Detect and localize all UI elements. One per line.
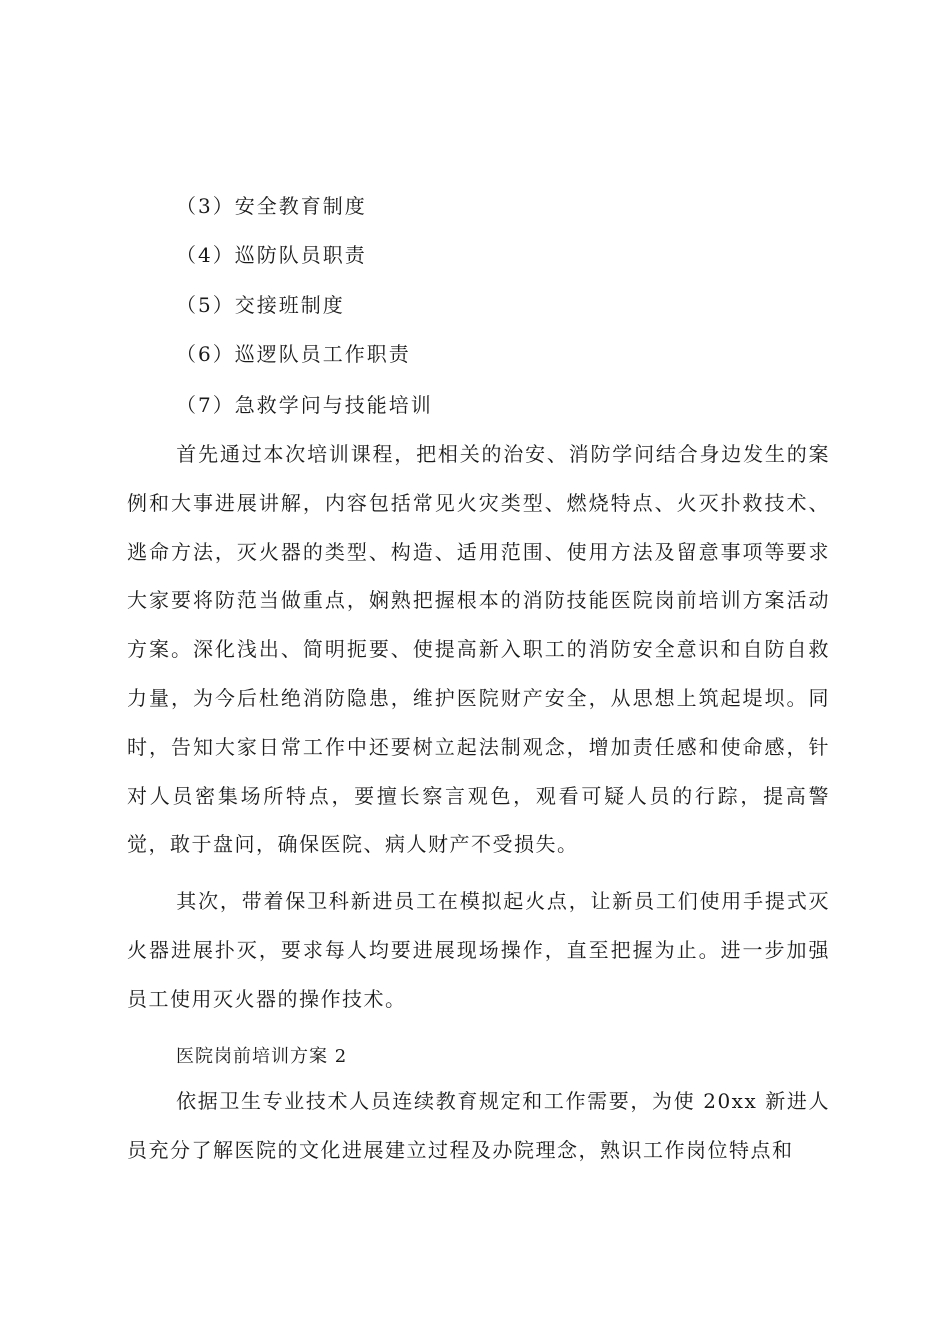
paragraph-new-staff-intro (127, 1077, 830, 1175)
paragraph-new-staff-intro-text: 依据卫生专业技术人员连续教育规定和工作需要，为使 20xx 新进人员充分了解医院的文化进展建立过程及办院理念，熟识工作岗位特点和 (127, 1089, 830, 1162)
list-item-patrol-duties: （4）巡防队员职责 (176, 243, 367, 267)
paragraph-fire-training-text: 首先通过本次培训课程，把相关的治安、消防学问结合身边发生的案例和大事进展讲解，内容包括常见火灾类型、燃烧特点、火灭扑救技术、逃命方法，灭火器的类型、构造、适用范围、使用方法及留意事项等要求大家要将防范当做重点，娴熟把握根本的消防技能医院岗前培训方案活动方案。深化浅出、简明扼要、使提高新入职工的消防安全意识和自防自救力量，为今后杜绝消防隐患，维护医院财产安全，从思想上筑起堤坝。同时，告知大家日常工作中还要树立起法制观念，增加责任感和使命感，针对人员密集场所特点，要擅长察言观色，观看可疑人员的行踪，提高警觉，敢于盘问，确保医院、病人财产不受损失。 (127, 442, 830, 857)
list-item-first-aid-training: （7）急救学问与技能培训 (176, 393, 433, 417)
section-heading: 医院岗前培训方案 2 (176, 1046, 348, 1067)
paragraph-extinguisher-practice (127, 877, 830, 1023)
list-item-safety-education: （3）安全教育制度 (176, 194, 367, 218)
list-item-patrol-work-duties: （6）巡逻队员工作职责 (176, 342, 411, 366)
paragraph-extinguisher-practice-text: 其次，带着保卫科新进员工在模拟起火点，让新员工们使用手提式灭火器进展扑灭，要求每人均要进展现场操作，直至把握为止。进一步加强员工使用灭火器的操作技术。 (127, 889, 830, 1011)
list-item-shift-handover: （5）交接班制度 (176, 293, 345, 317)
paragraph-fire-training (127, 430, 830, 869)
